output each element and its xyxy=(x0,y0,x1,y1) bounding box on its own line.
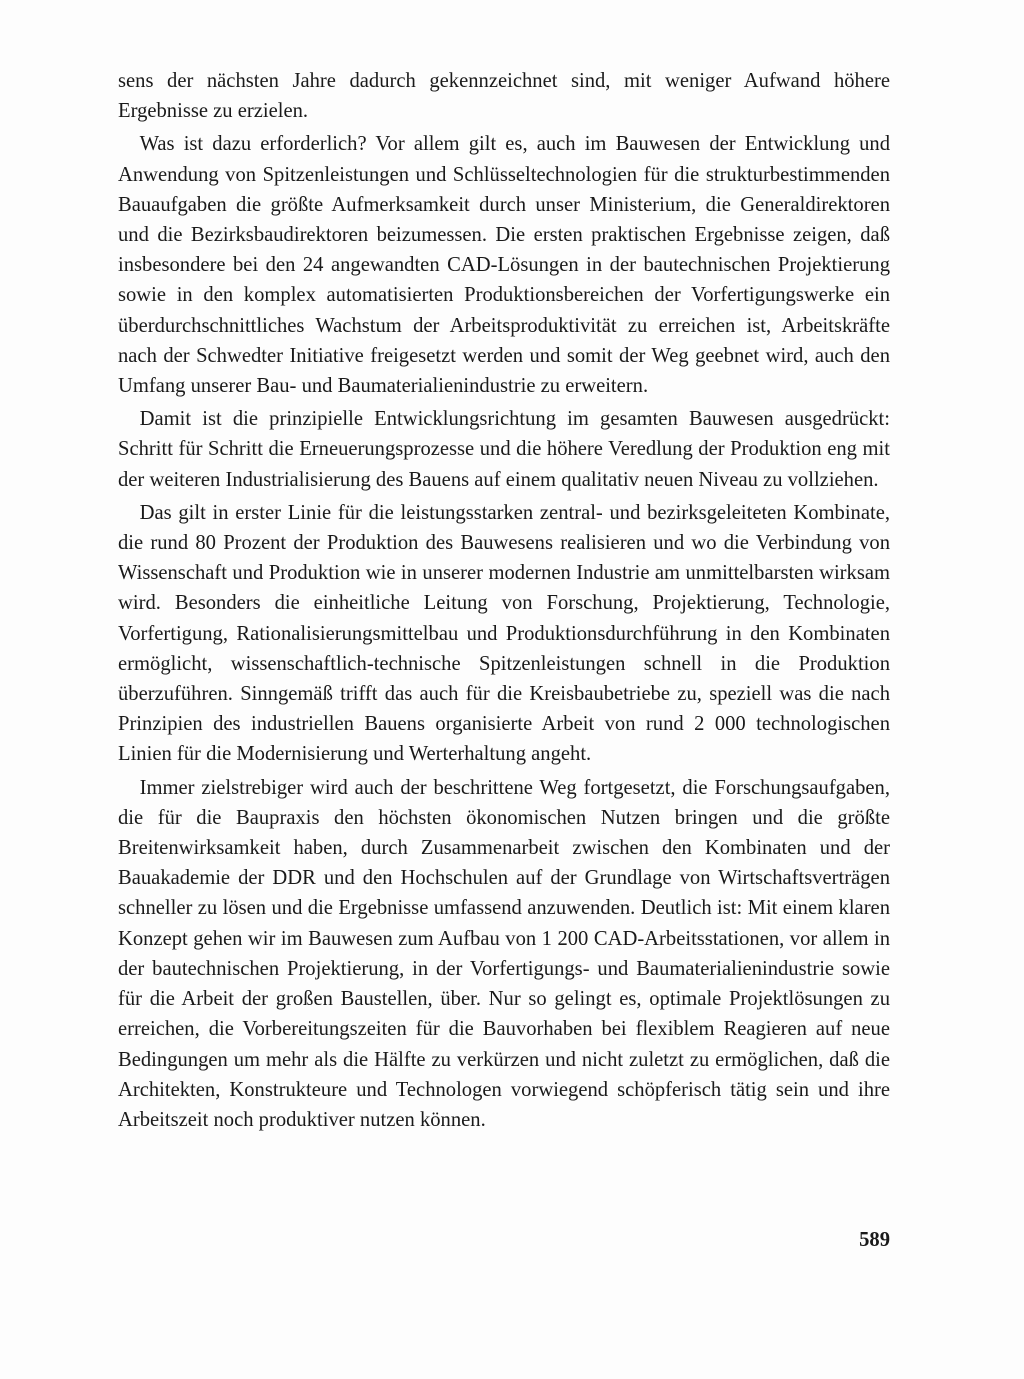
page-number: 589 xyxy=(859,1229,890,1251)
paragraph: Das gilt in erster Linie für die leistungsstarken zentral- und bezirksgeleiteten Kombinate, die rund 80 Prozent der Produktion des Bauwesens realisieren und wo die Verbindung von Wissenschaft und Produktion wie in unserer modernen Industrie am unmittelbarsten wirksam wird. Besonders die einheitliche Leitung von Forschung, Projektierung, Technologie, Vorfertigung, Rationalisierungsmittelbau und Produktionsdurchführung in den Kombinaten ermöglicht, wissenschaftlich-technische Spitzenleistungen schnell in die Produktion überzuführen. Sinngemäß trifft das auch für die Kreisbaubetriebe zu, speziell was die nach Prinzipien des industriellen Bauens organisierte Arbeit von rund 2 000 technologischen Linien für die Modernisierung und Werterhaltung angeht. xyxy=(118,501,890,766)
paragraph: Immer zielstrebiger wird auch der beschrittene Weg fortgesetzt, die Forschungsaufgaben, die für die Baupraxis den höchsten ökonomischen Nutzen bringen und die größte Breitenwirksamkeit haben, durch Zusammenarbeit zwischen den Kombinaten und der Bauakademie der DDR und den Hochschulen auf der Grundlage von Wirtschaftsverträgen schneller zu lösen und die Ergebnisse umfassend anzuwenden. Deutlich ist: Mit einem klaren Konzept gehen wir im Bauwesen zum Aufbau von 1 200 CAD-Arbeitsstationen, vor allem in der bautechnischen Projektierung, in der Vorfertigungs- und Baumaterialienindustrie sowie für die Arbeit der großen Baustellen, über. Nur so gelingt es, optimale Projektlösungen zu erreichen, die Vorbereitungszeiten für die Bauvorhaben bei flexiblem Reagieren auf neue Bedingungen um mehr als die Hälfte zu verkürzen und nicht zuletzt zu ermöglichen, daß die Architekten, Konstrukteure und Technologen vorwiegend schöpferisch tätig sein und ihre Arbeitszeit noch produktiver nutzen können. xyxy=(118,776,890,1131)
paragraph-continuation: sens der nächsten Jahre dadurch gekennzeichnet sind, mit weniger Aufwand höhere Ergebnisse zu erzielen. xyxy=(118,70,890,123)
body-text xyxy=(118,66,890,1138)
paragraph: Was ist dazu erforderlich? Vor allem gilt es, auch im Bauwesen der Entwicklung und Anwendung von Spitzenleistungen und Schlüsseltechnologien für die strukturbestimmenden Bauaufgaben die größte Aufmerksamkeit durch unser Ministerium, die Generaldirektoren und die Bezirksbaudirektoren beizumessen. Die ersten praktischen Ergebnisse zeigen, daß insbesondere bei den 24 angewandten CAD-Lösungen in der bautechnischen Projektierung sowie in den komplex automatisierten Produktionsbereichen der Vorfertigungswerke ein überdurchschnittliches Wachstum der Arbeitsproduktivität zu erreichen ist, Arbeitskräfte nach der Schwedter Initiative freigesetzt werden und somit der Weg geebnet wird, auch den Umfang unserer Bau- und Baumaterialienindustrie zu erweitern. xyxy=(118,133,890,398)
paragraph: Damit ist die prinzipielle Entwicklungsrichtung im gesamten Bauwesen ausgedrückt: Schritt für Schritt die Erneuerungsprozesse und die höhere Veredlung der Produktion eng mit der weiteren Industrialisierung des Bauens auf einem qualitativ neuen Niveau zu vollziehen. xyxy=(118,408,890,491)
